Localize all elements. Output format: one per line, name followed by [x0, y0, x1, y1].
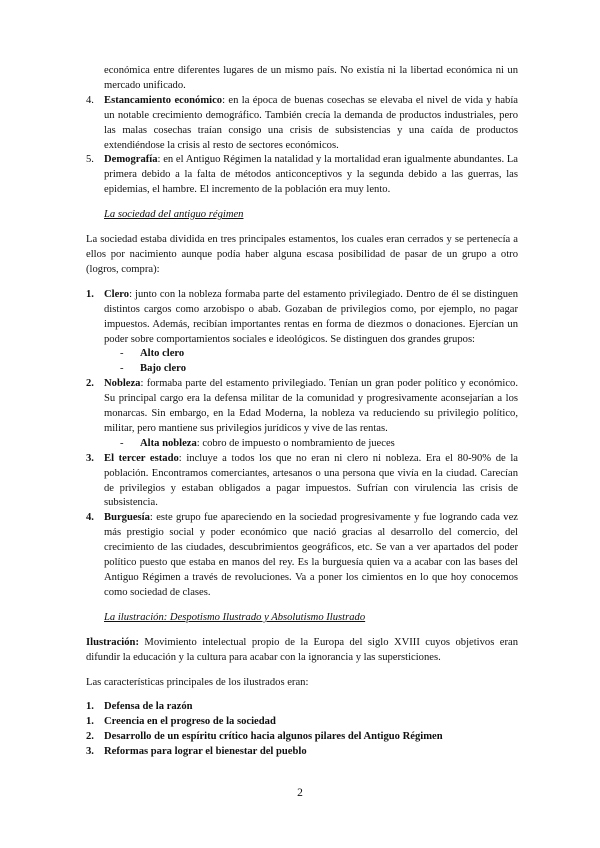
- document-body: [86, 64, 518, 760]
- list-item-nobleza: [86, 377, 518, 452]
- list-item: 2. Desarrollo de un espíritu crítico hacia algunos pilares del Antiguo Régimen: [86, 731, 443, 743]
- section-heading-ilustracion: La ilustración: Despotismo Ilustrado y Absolutismo Ilustrado: [104, 611, 366, 623]
- list-number: 3.: [86, 452, 94, 464]
- list-factors: [86, 94, 518, 198]
- list-term: Burguesía: [104, 512, 150, 524]
- list-number: 2.: [86, 378, 94, 390]
- paragraph-ilustracion-definition: Ilustración: Movimiento intelectual propio de la Europa del siglo XVIII cuyos objetivos eran difundir la educación y la cultura para acabar con la ignorancia y las supersticiones.: [86, 636, 518, 663]
- list-number: 5.: [86, 154, 94, 166]
- section-heading-sociedad: La sociedad del antiguo régimen: [104, 209, 244, 221]
- list-text: : formaba parte del estamento privilegiado. Tenían un gran poder político y económico. Su principal cargo era la defensa militar de la comunidad y progresivamente aconsejarían a los monarcas. Sin embargo, en la Edad Moderna, la nobleza va reduciendo su privilegio político, militar, pero mantiene sus privilegios jurídicos y vive de las rentas.: [104, 378, 518, 434]
- list-characteristics: [86, 700, 518, 760]
- list-item-burguesia: [86, 511, 518, 600]
- list-term: Clero: [104, 288, 130, 300]
- list-item: 1. Defensa de la razón: [86, 701, 193, 713]
- list-number: 4.: [86, 512, 94, 524]
- sublist-clero: [86, 347, 518, 377]
- list-text: : en la época de buenas cosechas se elevaba el nivel de vida y había un notable crecimiento demográfico. También crecía la demanda de productos industriales, pero las malas cosechas traían consigo una crisis de subsistencias y una caída de productos extendiéndose la crisis al resto de sectores económicos.: [104, 94, 518, 151]
- list-term: El tercer estado: [104, 452, 179, 464]
- list-item-clero: [86, 288, 518, 377]
- list-item-tercer-estado: [86, 452, 518, 512]
- sublist-item: - Bajo clero: [120, 363, 186, 375]
- sublist-item: - Alta nobleza: cobro de impuesto o nombramiento de jueces: [120, 437, 395, 449]
- list-term: Nobleza: [104, 378, 141, 390]
- list-number: 1.: [86, 288, 94, 300]
- sublist-nobleza: [86, 437, 518, 452]
- paragraph-continuation: económica entre diferentes lugares de un mismo país. No existía ni la libertad económica ni un mercado unificado.: [104, 65, 518, 91]
- list-item: 1. Creencia en el progreso de la sociedad: [86, 716, 276, 728]
- list-text: : junto con la nobleza formaba parte del estamento privilegiado. Dentro de él se distinguen distintos cargos como arzobispo o abab. Gozaban de privilegios como, por ejemplo, no pagar impuestos. Además, recibían importantes rentas en forma de diezmos o donaciones. Ejercían un poder sobre comportamientos sociales e ideológicos. Se distinguen dos grandes grupos:: [104, 288, 518, 345]
- paragraph-sociedad-intro: La sociedad estaba dividida en tres principales estamentos, los cuales eran cerrados y se pertenecía a ellos por nacimiento aunque podía haber alguna escasa posibilidad de pasar de un grupo a otro (logros, compra):: [86, 234, 518, 275]
- list-estamentos: [86, 288, 518, 601]
- list-text: : este grupo fue apareciendo en la sociedad progresivamente y fue logrando cada vez más prestigio social y poder económico que nació gracias al desarrollo del comercio, del crecimiento de las ciudades, descubrimientos geográficos, etc. Se van a ver apartados del poder político puesto que estaba en manos del rey. Es la burguesía quien va a acabar con las bases del Antiguo Régimen a través de revoluciones. Va a poner los cimientos en lo que hoy conocemos como sociedad de clases.: [104, 512, 518, 598]
- list-item: 3. Reformas para lograr el bienestar del pueblo: [86, 746, 307, 758]
- list-text: : en el Antiguo Régimen la natalidad y la mortalidad eran igualmente abundantes. La primera debido a la falta de métodos anticonceptivos y la segunda debido a las guerras, las epidemias, el hambre. El incremento de la población era muy lento.: [104, 154, 518, 196]
- paragraph-characteristics-intro: Las características principales de los ilustrados eran:: [86, 676, 309, 688]
- list-item: [86, 94, 518, 154]
- sublist-item: - Alto clero: [120, 348, 185, 360]
- list-term: Demografía: [104, 154, 158, 166]
- list-item: [86, 153, 518, 198]
- list-text: : incluye a todos los que no eran ni clero ni nobleza. Era el 80-90% de la población. Encontramos comerciantes, artesanos o una persona que vivía en la ciudad. Carecían de privilegios y estaban obligados a pagar impuestos. Sufrían con virulencia las crisis de subsistencia.: [104, 452, 518, 509]
- list-number: 4.: [86, 94, 94, 106]
- list-term: Estancamiento económico: [104, 94, 223, 106]
- page-number: 2: [297, 787, 303, 799]
